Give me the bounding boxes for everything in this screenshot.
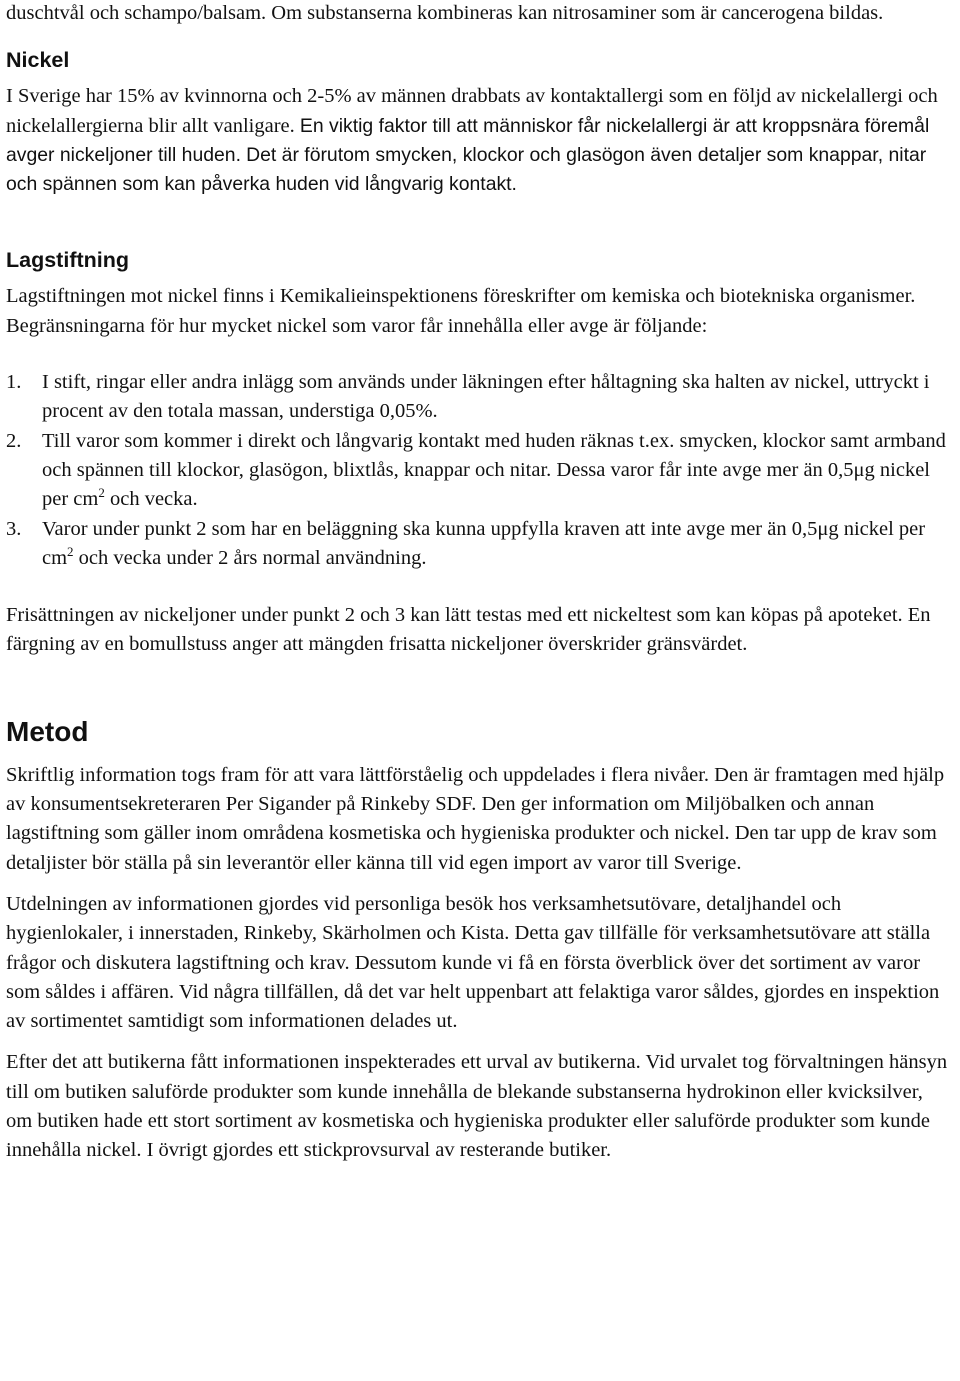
list-item-text: Till varor som kommer i direkt och långvarig kontakt med huden räknas t.ex. smycken, klockor samt armband och spännen till klockor, glasögon, blixtlås, knappar och nitar. Dessa varor får inte avge mer än 0,5μg nickel per cm [42, 429, 946, 511]
method-paragraph-3: Efter det att butikerna fått informationen inspekterades ett urval av butikerna. Vid urvalet tog förvaltningen hänsyn till om butiken saluförde produkter som kunde innehålla de blekande substanserna hydrokinon eller kvicksilver, om butiken hade ett stort sortiment av kosmetiska och hygieniska produkter eller saluförde produkter som kunde innehålla nickel. I övrigt gjordes ett stickprovsurval av resterande butiker. [6, 1051, 948, 1162]
list-item [6, 427, 954, 515]
method-heading: Metod [6, 715, 89, 747]
list-item-number: 1. [6, 371, 22, 394]
law-heading: Lagstiftning [6, 248, 130, 273]
list-item-text: Varor under punkt 2 som har en beläggning ska kunna uppfylla kraven att inte avge mer än 0,5μg nickel per cm [42, 517, 926, 569]
law-paragraph-2: Begränsningarna för hur mycket nickel som varor får innehålla eller avge är följande: [6, 314, 708, 337]
nickel-items-text: Det är förutom smycken, klockor och glasögon även detaljer som knappar, nitar och spännen som kan påverka huden vid långvarig kontakt. [6, 143, 927, 196]
list-item-text: I stift, ringar eller andra inlägg som används under läkningen efter håltagning ska halten av nickel, uttryckt i procent av den totala massan, understiga 0,05%. [42, 371, 930, 423]
list-item [6, 515, 954, 574]
document-page [6, 0, 954, 1166]
law-paragraph-1: Lagstiftningen mot nickel finns i Kemikalieinspektionens föreskrifter om kemiska och biotekniska organismer. [6, 285, 916, 308]
superscript: 2 [98, 485, 105, 501]
list-item-number: 2. [6, 429, 22, 452]
release-paragraph: Frisättningen av nickeljoner under punkt 2 och 3 kan lätt testas med ett nickeltest som kan köpas på apoteket. En färgning av en bomullstuss anger att mängden frisatta nickeljoner överskrider gränsvärdet. [6, 604, 931, 656]
nickel-factor-text: En viktig faktor till att människor får nickelallergi är att kroppsnära föremål avger nickeljoner till huden. [6, 114, 930, 166]
list-item [6, 368, 954, 427]
nickel-paragraph [6, 82, 954, 199]
limits-list [6, 368, 954, 573]
list-item-tail: och vecka. [104, 488, 198, 511]
superscript: 2 [67, 543, 74, 559]
method-paragraph-1: Skriftlig information togs fram för att vara lättförståelig och uppdelades i flera nivåer. Den är framtagen med hjälp av konsumentsekreteraren Per Sigander på Rinkeby SDF. Den ger information om Miljöbalken och annan lagstiftning som gäller inom områdena kosmetiska och hygieniska produkter och nickel. Den tar upp de krav som detaljister bör ställa på sin leverantör eller känna till vid egen import av varor till Sverige. [6, 763, 945, 874]
list-item-number: 3. [6, 517, 22, 540]
list-item-tail: och vecka under 2 års normal användning. [73, 546, 427, 569]
nickel-heading: Nickel [6, 48, 70, 73]
method-paragraph-2: Utdelningen av informationen gjordes vid personliga besök hos verksamhetsutövare, detaljhandel och hygienlokaler, i innerstaden, Rinkeby, Skärholmen och Kista. Detta gav tillfälle för verksamhetsutövare att ställa frågor och diskutera lagstiftning och krav. Dessutom kunde vi få en första överblick över det sortiment av varor som såldes i affären. Vid några tillfällen, då det var helt uppenbart att felaktiga varor såldes, gjordes en inspektion av sortimentet samtidigt som informationen delades ut. [6, 892, 940, 1033]
nickel-intro-text: I Sverige har 15% av kvinnorna och 2-5% av männen drabbats av kontaktallergi som en följd av nickelallergi och nickelallergierna blir allt vanligare. [6, 85, 938, 137]
intro-paragraph: duschtvål och schampo/balsam. Om substanserna kombineras kan nitrosaminer som är cancerogena bildas. [6, 2, 884, 24]
